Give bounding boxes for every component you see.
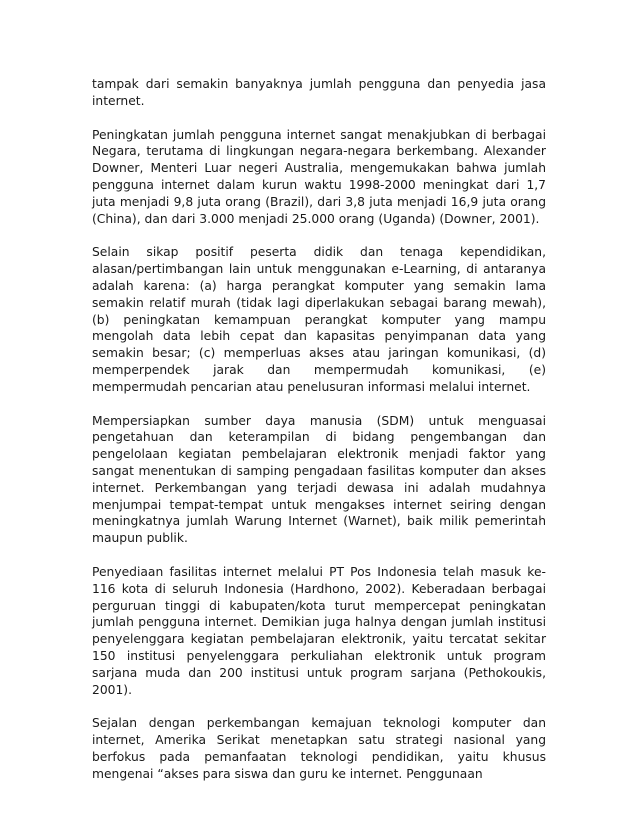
paragraph-2: Peningkatan jumlah pengguna internet sangat menakjubkan di berbagai Negara, terutama di lingkungan negara-negara berkembang. Alexander Downer, Menteri Luar negeri Australia, mengemukakan bahwa jumlah pengguna internet dalam kurun waktu 1998-2000 meningkat dari 1,7 juta menjadi 9,8 juta orang (Brazil), dari 3,8 juta menjadi 16,9 juta orang (China), dan dari 3.000 menjadi 25.000 orang (Uganda) (Downer, 2001). (92, 127, 546, 226)
paragraph-1: tampak dari semakin banyaknya jumlah pengguna dan penyedia jasa internet. (92, 77, 546, 108)
paragraph-3: Selain sikap positif peserta didik dan tenaga kependidikan, alasan/pertimbangan lain untuk menggunakan e-Learning, di antaranya adalah karena: (a) harga perangkat komputer yang semakin lama semakin relatif murah (tidak lagi diperlakukan sebagai barang mewah), (b) peningkatan kemampuan perangkat komputer yang mampu mengolah data lebih cepat dan kapasitas penyimpanan data yang semakin besar; (c) memperluas akses atau jaringan komunikasi, (d) memperpendek jarak dan mempermudah komunikasi, (e) mempermudah pencarian atau penelusuran informasi melalui internet. (92, 245, 546, 394)
paragraph-4: Mempersiapkan sumber daya manusia (SDM) untuk menguasai pengetahuan dan keterampilan di bidang pengembangan dan pengelolaan kegiatan pembelajaran elektronik menjadi faktor yang sangat menentukan di samping pengadaan fasilitas komputer dan akses internet. Perkembangan yang terjadi dewasa ini adalah mudahnya menjumpai tempat-tempat untuk mengakses internet seiring dengan meningkatnya jumlah Warung Internet (Warnet), baik milik pemerintah maupun publik. (92, 413, 546, 546)
paragraph-6: Sejalan dengan perkembangan kemajuan teknologi komputer dan internet, Amerika Serikat menetapkan satu strategi nasional yang berfokus pada pemanfaatan teknologi pendidikan, yaitu khusus mengenai “akses para siswa dan guru ke internet. Penggunaan (92, 716, 546, 781)
paragraph-5: Penyediaan fasilitas internet melalui PT Pos Indonesia telah masuk ke-116 kota di seluruh Indonesia (Hardhono, 2002). Keberadaan berbagai perguruan tinggi di kabupaten/kota turut mempercepat peningkatan jumlah pengguna internet. Demikian juga halnya dengan jumlah institusi penyelenggara kegiatan pembelajaran elektronik, yaitu tercatat sekitar 150 institusi penyelenggara perkuliahan elektronik untuk program sarjana muda dan 200 institusi untuk program sarjana (Pethokoukis, 2001). (92, 564, 546, 697)
document-page (92, 76, 546, 782)
